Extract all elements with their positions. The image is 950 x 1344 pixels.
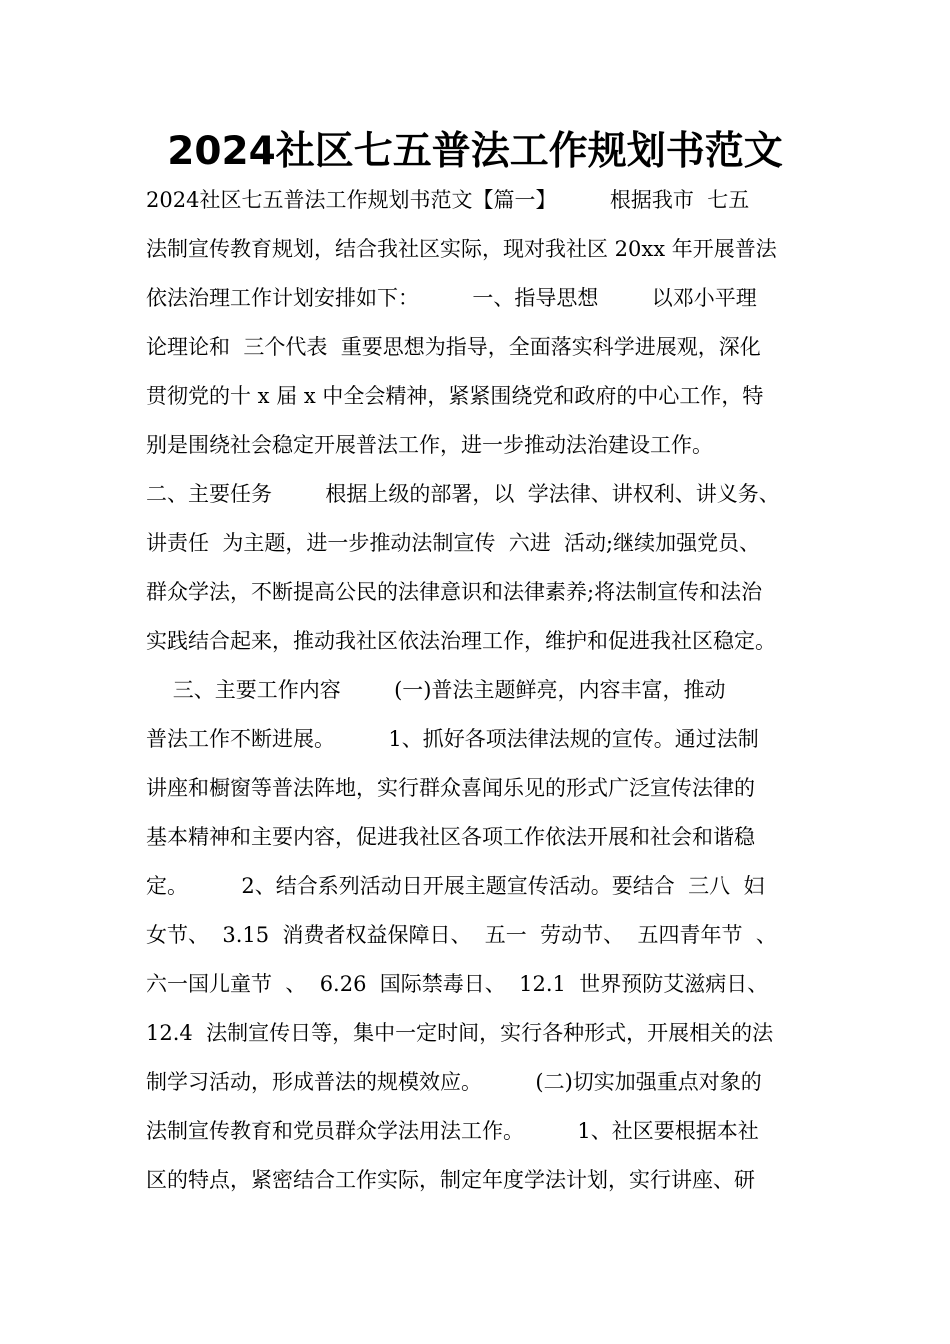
text-line: 区的特点，紧密结合工作实际，制定年度学法计划，实行讲座、研 bbox=[146, 1168, 755, 1192]
text-line: 法制宣传教育规划，结合我社区实际，现对我社区 20xx 年开展普法 bbox=[146, 237, 777, 261]
document-body bbox=[146, 176, 836, 1205]
text-line: 二、主要任务 根据上级的部署，以 学法律、讲权利、讲义务、 bbox=[146, 482, 780, 506]
text-line: 女节、 3.15 消费者权益保障日、 五一 劳动节、 五四青年节 、 bbox=[146, 923, 777, 947]
text-line: 六一国儿童节 、 6.26 国际禁毒日、 12.1 世界预防艾滋病日、 bbox=[146, 972, 769, 996]
text-line: 制学习活动，形成普法的规模效应。 (二)切实加强重点对象的 bbox=[146, 1070, 762, 1094]
text-line: 依法治理工作计划安排如下： 一、指导思想 以邓小平理 bbox=[146, 286, 757, 310]
text-line: 实践结合起来，推动我社区依法治理工作，维护和促进我社区稳定。 bbox=[146, 629, 776, 653]
text-line: 论理论和 三个代表 重要思想为指导，全面落实科学进展观，深化 bbox=[146, 335, 761, 359]
document-title: 2024社区七五普法工作规划书范文 bbox=[167, 129, 783, 174]
text-line: 普法工作不断进展。 1、抓好各项法律法规的宣传。通过法制 bbox=[146, 727, 759, 751]
text-line: 讲责任 为主题，进一步推动法制宣传 六进 活动;继续加强党员、 bbox=[146, 531, 761, 555]
text-line: 定。 2、结合系列活动日开展主题宣传活动。要结合 三八 妇 bbox=[146, 874, 765, 898]
text-line: 2024社区七五普法工作规划书范文【篇一】 根据我市 七五 bbox=[146, 188, 750, 212]
text-line: 三、主要工作内容 (一)普法主题鲜亮，内容丰富，推动 bbox=[146, 678, 726, 702]
text-line: 讲座和橱窗等普法阵地，实行群众喜闻乐见的形式广泛宣传法律的 bbox=[146, 776, 755, 800]
text-line: 群众学法，不断提高公民的法律意识和法律素养;将法制宣传和法治 bbox=[146, 580, 763, 604]
text-line: 12.4 法制宣传日等，集中一定时间，实行各种形式，开展相关的法 bbox=[146, 1021, 774, 1045]
text-line: 法制宣传教育和党员群众学法用法工作。 1、社区要根据本社 bbox=[146, 1119, 759, 1143]
text-line: 贯彻党的十 x 届 x 中全会精神，紧紧围绕党和政府的中心工作，特 bbox=[146, 384, 764, 408]
text-line: 基本精神和主要内容，促进我社区各项工作依法开展和社会和谐稳 bbox=[146, 825, 755, 849]
text-line: 别是围绕社会稳定开展普法工作，进一步推动法治建设工作。 bbox=[146, 433, 713, 457]
